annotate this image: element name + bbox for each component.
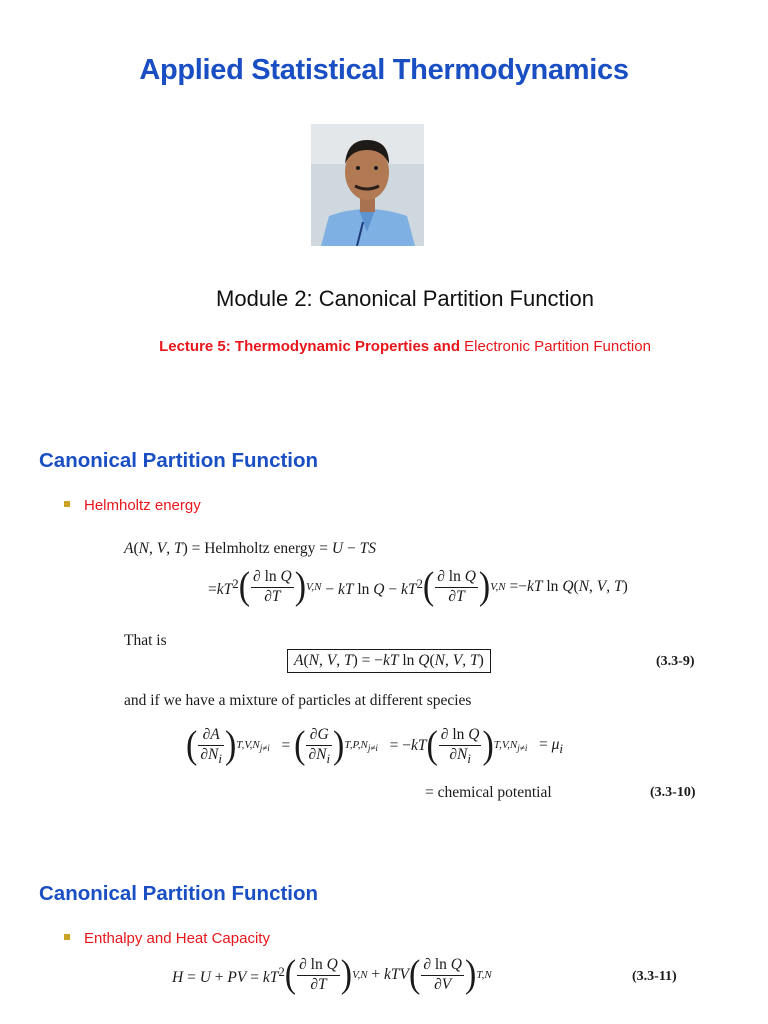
bullet-marker-icon (64, 934, 70, 940)
bullet-helmholtz (64, 497, 201, 514)
section-heading-2: Canonical Partition Function (39, 882, 319, 905)
instructor-photo (311, 124, 424, 246)
equation-helmholtz-expansion: $=kT^2$ ( $\frac{\text{∂ ln Q}}{\partial T}$ ) V,N − kT $\ln Q - kT^2$ ( $\frac{\text{∂ ln Q}}{\partial T}$ ) V,N =−kT ln Q(N, V, T) (208, 565, 628, 608)
equation-chemical-potential: ( $\frac{\partial A}{\partial N_i}$ ) $T,V,N_{j\ne i}$ = ( $\frac{\partial G}{\partial N_i}$ ) $T,P,N_{j\ne i}$ = −kT ( $\frac{\text{∂ ln Q}}{\partial N_i}$ ) $T,V,N_{j\ne i}$ = $\mu_i$ (186, 724, 563, 767)
chemical-potential-text: = chemical potential (425, 784, 552, 801)
that-is-text: That is (124, 632, 167, 649)
bullet-marker-icon (64, 501, 70, 507)
bullet-label: Helmholtz energy (84, 497, 201, 514)
equation-enthalpy: H = U + PV = $kT^2$ ( $\frac{\text{∂ ln Q}}{\partial T}$ ) V,N + kTV ( $\frac{\text{∂ ln Q}}{\partial V}$ ) T,N (172, 953, 492, 996)
equation-helmholtz-def: A(N, V, T) = Helmholtz energy = U − TS (124, 540, 376, 557)
bullet-label: Enthalpy and Heat Capacity (84, 930, 270, 947)
equation-number: (3.3-10) (650, 785, 696, 800)
mixture-text: and if we have a mixture of particles at different species (124, 692, 472, 709)
module-heading: Module 2: Canonical Partition Function (216, 286, 594, 311)
section-heading-1: Canonical Partition Function (39, 449, 319, 472)
lecture-bold-label: Lecture 5: Thermodynamic Properties and (159, 338, 460, 355)
bullet-enthalpy (64, 930, 270, 947)
equation-number: (3.3-9) (656, 654, 695, 669)
lecture-subtitle (0, 338, 768, 355)
equation-boxed-helmholtz: A(N, V, T) = −kT ln Q(N, V, T) (287, 649, 491, 673)
lecture-topic: Electronic Partition Function (464, 338, 651, 355)
page-title: Applied Statistical Thermodynamics (139, 54, 629, 86)
equation-number: (3.3-11) (632, 969, 677, 984)
